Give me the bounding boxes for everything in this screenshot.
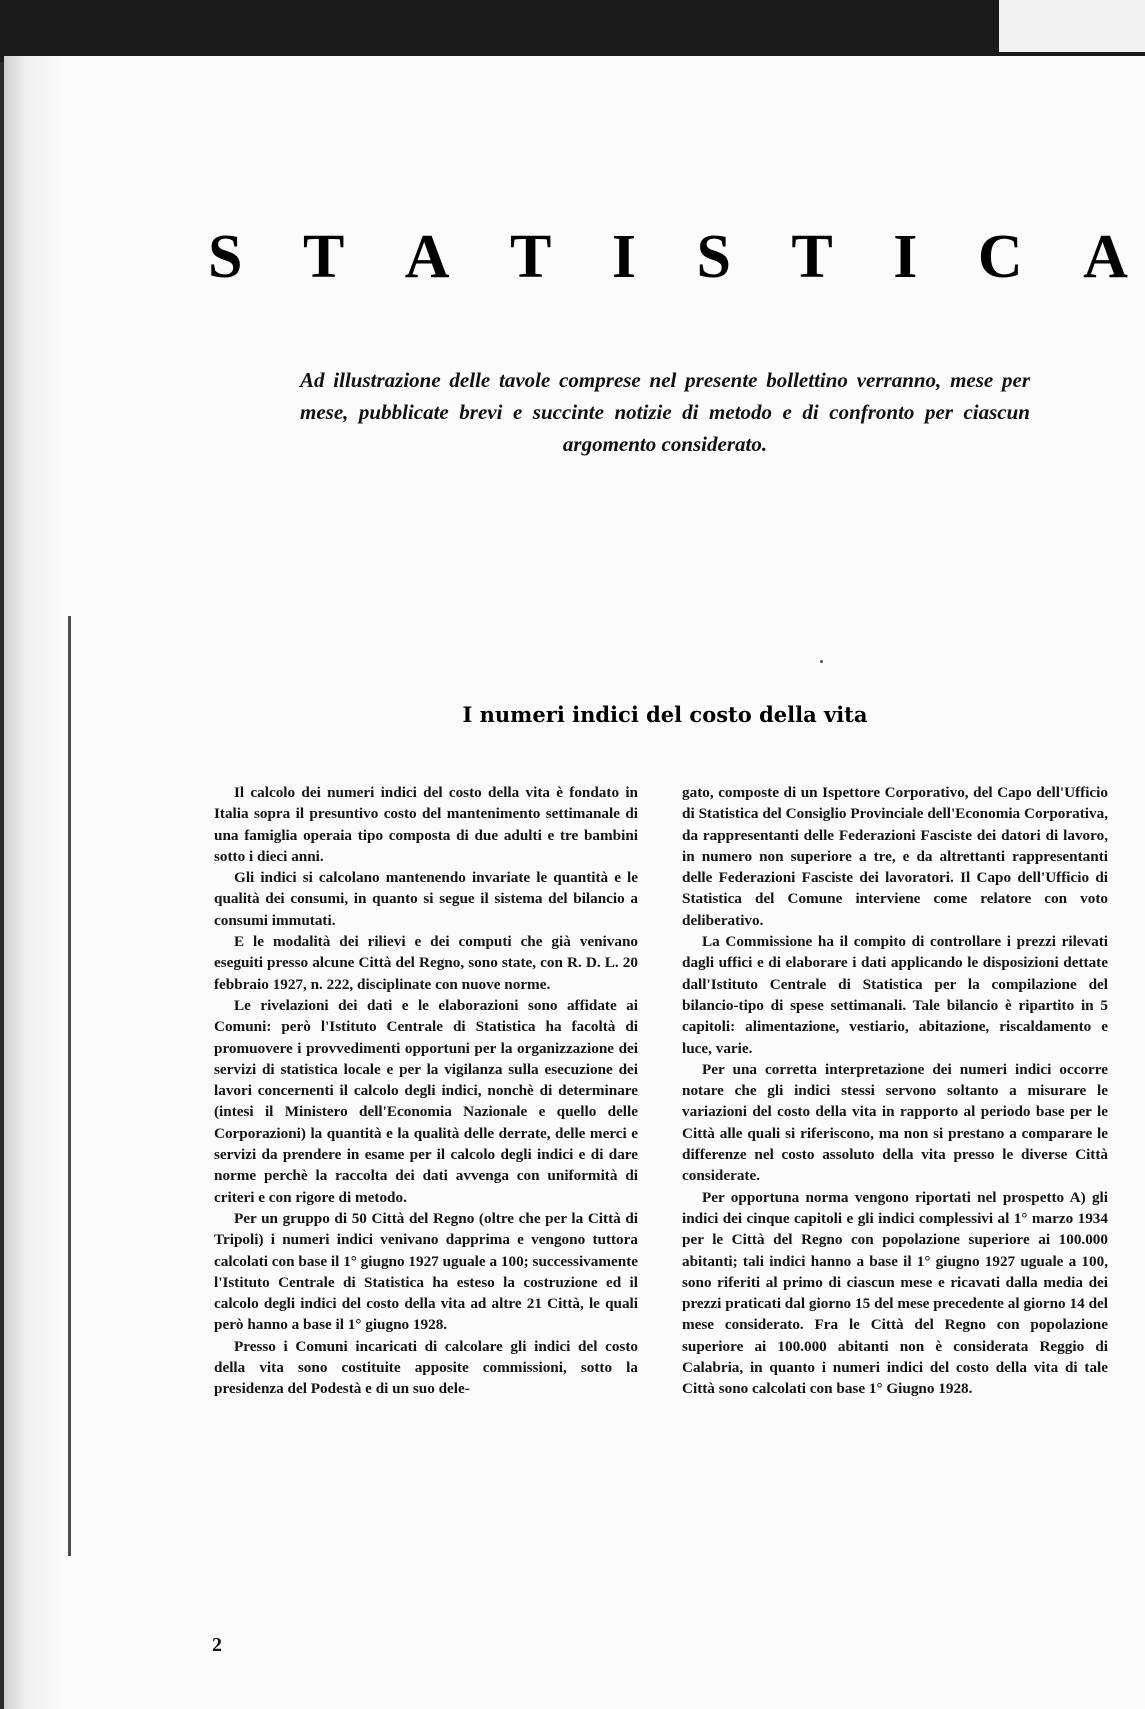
paragraph: Per opportuna norma vengono riportati nel prospetto A) gli indici dei cinque capitoli e gli indici complessivi al 1° marzo 1934 per le Città del Regno con popolazione superiore ai 100.000 abitanti; tali indici hanno a base il 1° giugno 1927 uguale a 100, sono riferiti al primo di ciascun mese e ricavati dalla media dei prezzi praticati dal giorno 15 del mese precedente al giorno 14 del mese considerato. Fra le Città del Regno con popolazione superiore ai 100.000 abitanti non è considerata Reggio di Calabria, in quanto i numeri indici del costo della vita di tale Città sono calcolati con base 1° Giugno 1928. [682, 1188, 1108, 1398]
title-letter: S [696, 223, 731, 291]
paragraph: Il calcolo dei numeri indici del costo della vita è fondato in Italia sopra il presuntivo costo del mantenimento settimanale di una famiglia operaia tipo composta di due adulti e tre bambini sotto i dieci anni. [214, 784, 638, 865]
title-letter: T [510, 223, 552, 291]
right-column [682, 782, 1108, 1400]
paragraph: La Commissione ha il compito di controllare i prezzi rilevati dagli uffici e di elaborare i dati applicando le disposizioni dettate dall'Istituto Centrale di Statistica per la compilazione del bilancio-tipo di spese settimanali. Tale bilancio è ripartito in 5 capitoli: alimentazione, vestiario, abitazione, riscaldamento e luce, varie. [682, 933, 1108, 1057]
title-letter: S [208, 223, 243, 291]
title-letter: A [404, 223, 450, 291]
paragraph: Gli indici si calcolano mantenendo invariate le quantità e le qualità dei consumi, in quanto si segue il sistema del bilancio a consumi immutati. [214, 869, 638, 929]
binding-shadow [68, 616, 71, 1556]
title-letter: T [302, 223, 345, 291]
title-letter: C [977, 223, 1023, 291]
scan-top-border [0, 0, 1145, 62]
paragraph: Per un gruppo di 50 Città del Regno (oltre che per la Città di Tripoli) i numeri indici venivano dapprima e vengono tuttora calcolati con base il 1° giugno 1927 uguale a 100; successivamente l'Istituto Centrale di Statistica ha esteso la costruzione ed il calcolo degli indici del costo della vita ad altre 21 Città, le quali però hanno a base il 1° giugno 1928. [214, 1209, 638, 1334]
page-number: 2 [212, 1634, 222, 1656]
title-letter: I [893, 223, 918, 291]
intro-paragraph: Ad illustrazione delle tavole comprese nel presente bollettino verranno, mese per mese, pubblicate brevi e succinte notizie di metodo e di confronto per ciascun argomento considerato. [300, 368, 1030, 456]
title-letter: I [611, 223, 636, 291]
section-heading: I numeri indici del costo della vita [462, 702, 868, 727]
speck [820, 660, 823, 663]
paragraph: Per una corretta interpretazione dei numeri indici occorre notare che gli indici stessi servono soltanto a misurare le variazioni del costo della vita in rapporto al periodo base per le Città alle quali si riferiscono, ma non si prestano a comparare le differenze nel costo assoluto della vita presso le diverse Città considerate. [682, 1060, 1108, 1185]
title-letter: T [791, 223, 833, 291]
scan-top-notch [999, 0, 1145, 52]
page-title [208, 222, 1128, 292]
paragraph: Le rivelazioni dei dati e le elaborazioni sono affidate ai Comuni: però l'Istituto Centrale di Statistica ha facoltà di promuovere i provvedimenti opportuni per la organizzazione dei servizi di statistica locale e per la vigilanza sulla esecuzione dei lavori concernenti il calcolo degli indici, nonchè di determinare (intesi il Ministero dell'Economia Nazionale e quello delle Corporazioni) la quantità e la qualità delle derrate, delle merci e servizi da prendere in esame per il calcolo degli indici e di dare norme perchè la raccolta dei dati avvenga con uniformità di criteri e con rigore di metodo. [214, 996, 638, 1206]
left-column [214, 782, 638, 1400]
paragraph: Presso i Comuni incaricati di calcolare gli indici del costo della vita sono costituite apposite commissioni, sotto la presidenza del Podestà e di un suo dele- [214, 1337, 638, 1398]
paragraph: E le modalità dei rilievi e dei computi che già venivano eseguiti presso alcune Città del Regno, sono state, con R. D. L. 20 febbraio 1927, n. 222, disciplinate con nuove norme. [214, 933, 638, 993]
paragraph-continuation: gato, composte di un Ispettore Corporativo, del Capo dell'Ufficio di Statistica del Consiglio Provinciale dell'Economia Corporativa, da rappresentanti delle Federazioni Fasciste dei datori di lavoro, in numero non superiore a tre, e da altrettanti rappresentanti delle Federazioni Fasciste dei lavoratori. Il Capo dell'Ufficio di Statistica del Comune interviene come relatore con voto deliberativo. [682, 784, 1108, 929]
title-letter: A [1083, 223, 1128, 291]
